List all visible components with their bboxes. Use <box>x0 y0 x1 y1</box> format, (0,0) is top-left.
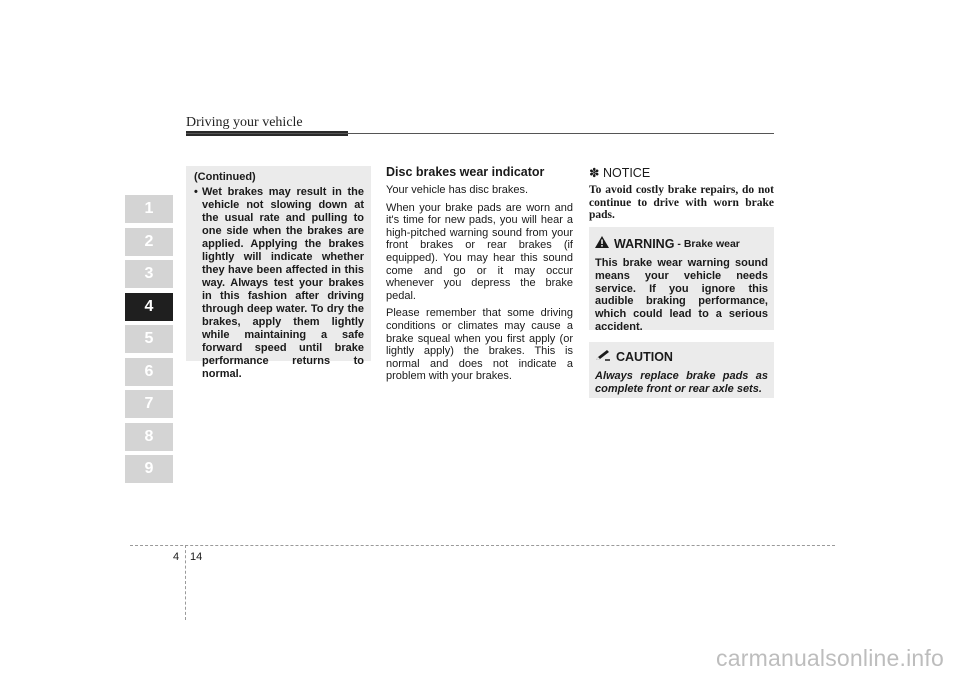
warning-text: This brake wear warning sound means your vehicle needs service. If you ignore this audible braking performance, which could lead to a serious accident. <box>595 257 768 333</box>
chapter-tab-6[interactable]: 6 <box>125 358 173 386</box>
caution-label: CAUTION <box>616 350 673 364</box>
footer-divider <box>185 545 186 620</box>
chapter-tab-7[interactable]: 7 <box>125 390 173 418</box>
header-rule <box>186 133 774 134</box>
chapter-tab-8[interactable]: 8 <box>125 423 173 451</box>
bullet-item <box>194 186 364 381</box>
chapter-tab-3[interactable]: 3 <box>125 260 173 288</box>
running-header-title: Driving your vehicle <box>186 115 303 130</box>
chapter-tab-1[interactable]: 1 <box>125 195 173 223</box>
warning-subtitle: - Brake wear <box>677 238 740 250</box>
section-title: Disc brakes wear indicator <box>386 165 545 179</box>
continued-warning-box <box>186 166 371 380</box>
continued-label: (Continued) <box>194 171 256 183</box>
notice-column <box>589 165 774 222</box>
watermark: carmanualsonline.info <box>716 645 944 671</box>
caution-box <box>589 342 774 398</box>
footer-rule <box>130 545 835 546</box>
bullet-dot-icon: • <box>194 186 198 198</box>
chapter-tab-9[interactable]: 9 <box>125 455 173 483</box>
warning-label: WARNING <box>614 237 675 251</box>
warning-header <box>595 235 768 253</box>
paragraph: When your brake pads are worn and it's time for new pads, you will hear a high-pitched warning sound from your front brakes or rear brakes (if equipped). You may hear this sound come and go or it may occur whenever you depress the brake pedal. <box>386 201 573 302</box>
chapter-tabs <box>125 195 173 488</box>
caution-header <box>595 348 768 366</box>
footer-chapter-number: 4 <box>173 551 180 563</box>
footer-page-number: 14 <box>190 551 203 563</box>
caution-text: Always replace brake pads as complete front or rear axle sets. <box>595 370 768 395</box>
paragraph: Please remember that some driving conditions or climates may cause a brake squeal when you first apply (or lightly apply) the brakes. This is normal and does not indicate a problem with your brakes. <box>386 307 573 383</box>
chapter-tab-2[interactable]: 2 <box>125 228 173 256</box>
paragraph: Your vehicle has disc brakes. <box>386 184 529 196</box>
notice-title: ✽ NOTICE <box>589 166 651 180</box>
warning-box <box>589 227 774 333</box>
caution-pencil-icon <box>595 348 611 366</box>
warning-triangle-icon <box>595 235 609 253</box>
bullet-text: Wet brakes may result in the vehicle not slowing down at the usual rate and pulling to one side when the brakes are applied. Applying the brakes lightly will indicate whether they have been affected in this way. Always test your brakes in this fashion after driving through deep water. To dry the brakes, apply them lightly while maintaining a safe forward speed until brake performance returns to normal. <box>202 186 364 380</box>
chapter-tab-4[interactable]: 4 <box>125 293 173 321</box>
chapter-tab-5[interactable]: 5 <box>125 325 173 353</box>
main-column <box>386 165 573 388</box>
notice-text: To avoid costly brake repairs, do not continue to drive with worn brake pads. <box>589 184 774 221</box>
